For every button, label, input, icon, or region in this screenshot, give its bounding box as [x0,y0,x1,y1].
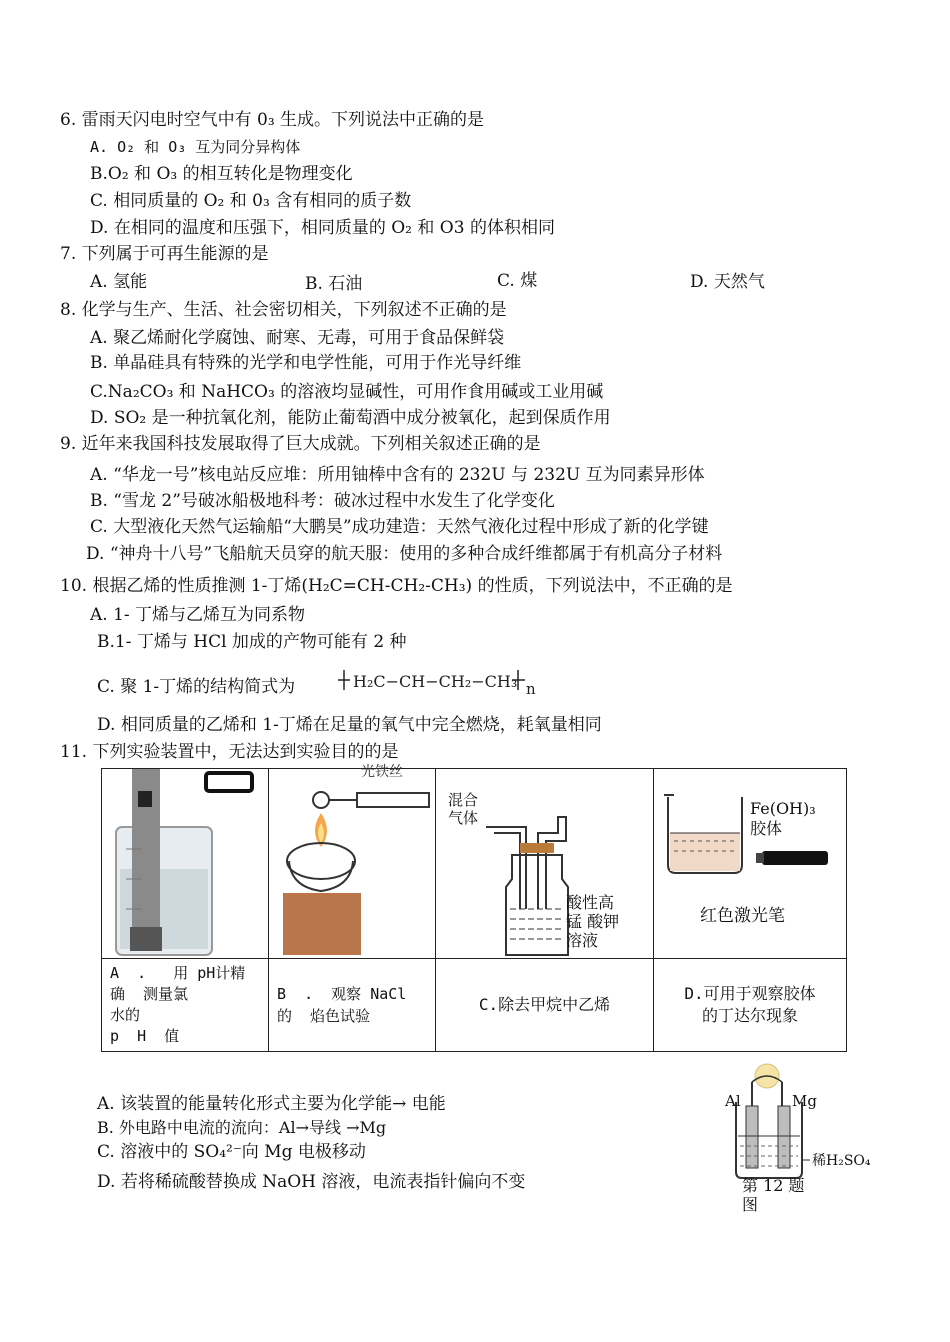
caption-c: C.除去甲烷中乙烯 [436,959,654,1052]
red-laser-label: 红色激光笔 [700,906,785,926]
caption-a: A . 用 pH计精 确 测量氯 水的 p H 值 [102,959,269,1052]
q6-option-d: D. 在相同的温度和压强下，相同质量的 O₂ 和 O3 的体积相同 [90,218,555,238]
q7-stem: 7. 下列属于可再生能源的是 [60,244,269,264]
q12-option-b: B. 外电路中电流的流向：Al→导线 →Mg [97,1118,387,1137]
q6-option-c: C. 相同质量的 O₂ 和 0₃ 含有相同的质子数 [90,191,412,211]
caption-b: B . 观察 NaCl 的 焰色试验 [269,959,436,1052]
apparatus-d-cell [654,769,847,959]
q7-option-c: C. 煤 [497,271,538,291]
colloid-label: Fe(OH)₃ 胶体 [750,799,816,838]
al-electrode-label: Al [725,1092,741,1110]
q12-option-c: C. 溶液中的 SO₄²⁻向 Mg 电极移动 [97,1142,366,1162]
q11-apparatus-table [101,764,847,1052]
formula-n: n [526,680,536,698]
q6-option-a: A. O₂ 和 O₃ 互为同分异构体 [90,138,301,156]
figure-12-caption: 第 12 题 图 [742,1176,805,1214]
mg-electrode-label: Mg [792,1092,817,1110]
apparatus-b-cell [269,764,436,959]
q12-option-a: A. 该装置的能量转化形式主要为化学能→ 电能 [97,1094,446,1114]
kmno4-solution-label: 酸性高 锰 酸钾 溶液 [566,893,620,950]
ph-meter-beaker-image [102,769,269,958]
polybutene-formula [335,664,545,700]
q10-option-b: B.1- 丁烯与 HCl 加成的产物可能有 2 种 [97,632,407,652]
q8-option-a: A. 聚乙烯耐化学腐蚀、耐寒、无毒，可用于食品保鲜袋 [90,328,505,348]
q7-option-a: A. 氢能 [90,272,148,292]
q11-stem: 11. 下列实验装置中，无法达到实验目的的是 [60,742,399,762]
q7-option-b: B. 石油 [305,274,363,294]
q8-option-b: B. 单晶硅具有特殊的光学和电学性能，可用于作光导纤维 [90,353,522,373]
flame-test-image [269,769,436,958]
mixed-gas-label: 混合 气体 [448,791,479,827]
q10-option-d: D. 相同质量的乙烯和 1-丁烯在足量的氧气中完全燃烧，耗氧量相同 [97,715,602,735]
q12-option-d: D. 若将稀硫酸替换成 NaOH 溶液，电流表指针偏向不变 [97,1172,526,1192]
q10-stem: 10. 根据乙烯的性质推测 1-丁烯(H₂C=CH-CH₂-CH₃) 的性质，下列说法中，不正确的是 [60,576,733,596]
q6-stem: 6. 雷雨天闪电时空气中有 0₃ 生成。下列说法中正确的是 [60,110,485,130]
q7-option-d: D. 天然气 [690,272,765,292]
formula-text: H₂C−CH−CH₂−CH₃ [353,672,518,691]
q6-option-b: B.O₂ 和 O₃ 的相互转化是物理变化 [90,164,353,184]
tyndall-beaker-image [654,769,847,958]
q8-option-d: D. SO₂ 是一种抗氧化剂，能防止葡萄酒中成分被氧化，起到保质作用 [90,408,611,428]
apparatus-c-cell [436,769,654,959]
q8-option-c: C.Na₂CO₃ 和 NaHCO₃ 的溶液均显碱性，可用作食用碱或工业用碱 [90,382,604,402]
q9-option-b: B. “雪龙 2”号破冰船极地科考：破冰过程中水发生了化学变化 [90,491,555,511]
caption-d: D.可用于观察胶体 的丁达尔现象 [654,959,847,1052]
apparatus-a-cell [102,769,269,959]
q10-option-a: A. 1- 丁烯与乙烯互为同系物 [90,605,306,625]
dilute-acid-label: 稀H₂SO₄ [812,1153,871,1169]
q9-option-c: C. 大型液化天然气运输船“大鹏昊”成功建造：天然气液化过程中形成了新的化学键 [90,517,709,537]
q10-option-c: C. 聚 1-丁烯的结构简式为 [97,677,296,697]
q9-option-d: D. “神舟十八号”飞船航天员穿的航天服：使用的多种合成纤维都属于有机高分子材料 [86,544,723,564]
q8-stem: 8. 化学与生产、生活、社会密切相关，下列叙述不正确的是 [60,300,507,320]
q9-option-a: A. “华龙一号”核电站反应堆：所用铀棒中含有的 232U 与 232U 互为同素异形体 [90,465,705,485]
nichrome-wire-label: 光铁丝 [361,764,403,780]
q9-stem: 9. 近年来我国科技发展取得了巨大成就。下列相关叙述正确的是 [60,434,541,454]
